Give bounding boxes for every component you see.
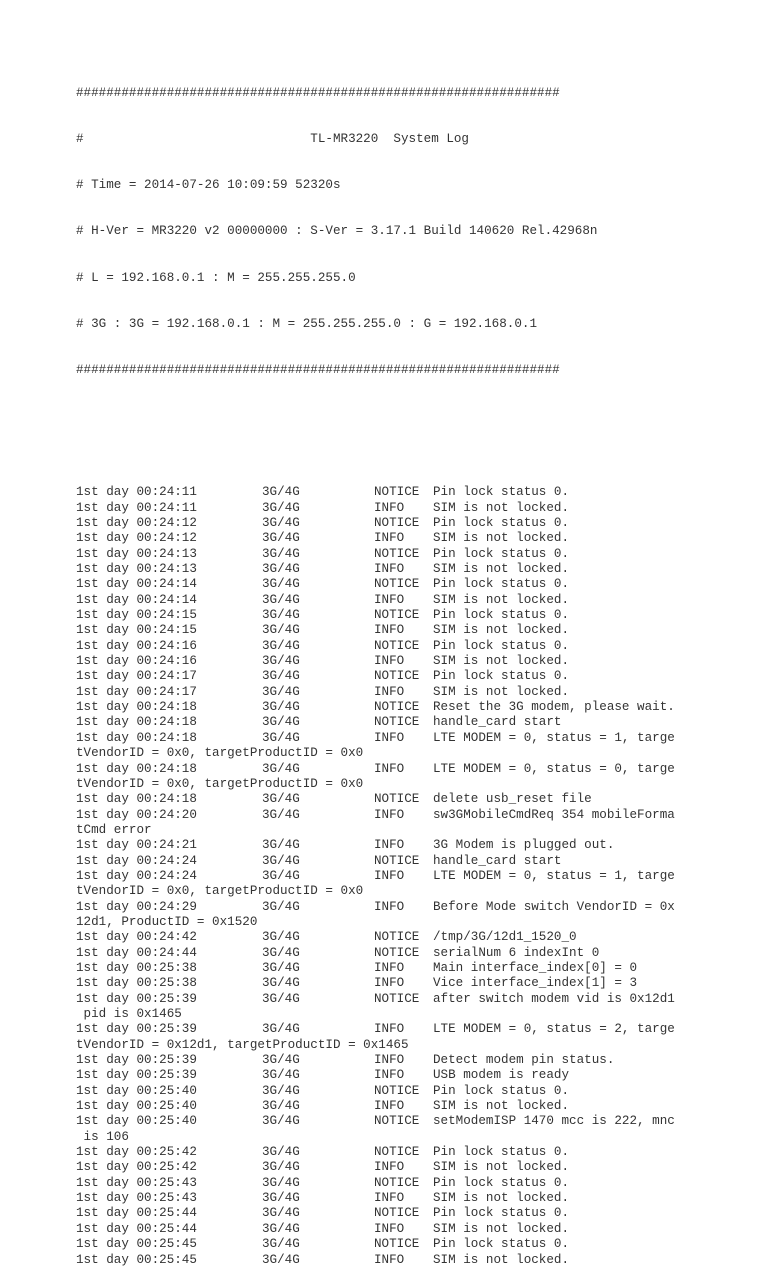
log-time: 1st day 00:25:42 — [76, 1145, 197, 1160]
log-time: 1st day 00:24:18 — [76, 761, 197, 776]
log-module: 3G/4G — [262, 700, 300, 715]
log-message: Pin lock status 0. — [433, 638, 570, 653]
log-level: INFO — [374, 899, 405, 914]
log-entry — [76, 1191, 696, 1206]
log-module: 3G/4G — [262, 654, 300, 669]
log-level: NOTICE — [374, 1145, 420, 1160]
log-level: INFO — [374, 761, 405, 776]
log-message: /tmp/3G/12d1_1520_0 — [433, 930, 577, 945]
log-level: INFO — [374, 868, 405, 883]
log-time: 1st day 00:24:17 — [76, 684, 197, 699]
log-level: NOTICE — [374, 1175, 420, 1190]
log-level: NOTICE — [374, 715, 420, 730]
log-module: 3G/4G — [262, 500, 300, 515]
log-level: NOTICE — [374, 1083, 420, 1098]
log-level: NOTICE — [374, 853, 420, 868]
log-level: NOTICE — [374, 608, 420, 623]
log-entry — [76, 869, 696, 884]
log-module: 3G/4G — [262, 1221, 300, 1236]
log-entry — [76, 547, 696, 562]
log-time: 1st day 00:24:14 — [76, 577, 197, 592]
log-message: Vice interface_index[1] = 3 — [433, 976, 638, 991]
log-module: 3G/4G — [262, 684, 300, 699]
log-message: serialNum 6 indexInt 0 — [433, 945, 600, 960]
header-line: # 3G : 3G = 192.168.0.1 : M = 255.255.255.0 : G = 192.168.0.1 — [76, 316, 538, 331]
log-message: handle_card start — [433, 853, 562, 868]
log-message: setModemISP 1470 mcc is 222, mnc — [433, 1114, 675, 1129]
log-message: 3G Modem is plugged out. — [433, 838, 615, 853]
log-message-continuation: tVendorID = 0x0, targetProductID = 0x0 — [76, 776, 364, 791]
log-time: 1st day 00:24:11 — [76, 500, 197, 515]
log-level: NOTICE — [374, 485, 420, 500]
log-entry — [76, 961, 696, 976]
header-line: # H-Ver = MR3220 v2 00000000 : S-Ver = 3.17.1 Build 140620 Rel.42968n — [76, 224, 598, 239]
log-entry — [76, 1068, 696, 1083]
log-message: sw3GMobileCmdReq 354 mobileForma — [433, 807, 675, 822]
log-time: 1st day 00:24:16 — [76, 654, 197, 669]
log-module: 3G/4G — [262, 1022, 300, 1037]
log-entry — [76, 1160, 696, 1175]
log-time: 1st day 00:24:15 — [76, 623, 197, 638]
log-message: Pin lock status 0. — [433, 669, 570, 684]
log-message: SIM is not locked. — [433, 623, 570, 638]
log-module: 3G/4G — [262, 991, 300, 1006]
log-entry — [76, 562, 696, 577]
log-message: SIM is not locked. — [433, 654, 570, 669]
log-level: NOTICE — [374, 1237, 420, 1252]
log-time: 1st day 00:24:29 — [76, 899, 197, 914]
log-module: 3G/4G — [262, 945, 300, 960]
log-entry — [76, 669, 696, 684]
log-level: INFO — [374, 838, 405, 853]
log-message: Reset the 3G modem, please wait. — [433, 700, 675, 715]
log-level: NOTICE — [374, 546, 420, 561]
log-level: NOTICE — [374, 1114, 420, 1129]
log-time: 1st day 00:24:13 — [76, 562, 197, 577]
log-message: SIM is not locked. — [433, 1191, 570, 1206]
log-message: LTE MODEM = 0, status = 2, targe — [433, 1022, 675, 1037]
log-module: 3G/4G — [262, 1160, 300, 1175]
log-module: 3G/4G — [262, 960, 300, 975]
log-entry — [76, 854, 696, 869]
log-message: Pin lock status 0. — [433, 516, 570, 530]
log-message-continuation: tVendorID = 0x0, targetProductID = 0x0 — [76, 884, 364, 899]
log-message: Before Mode switch VendorID = 0x — [433, 899, 675, 914]
log-level: NOTICE — [374, 700, 420, 715]
log-level: INFO — [374, 531, 405, 546]
log-message: USB modem is ready — [433, 1068, 570, 1083]
log-entry — [76, 1253, 696, 1268]
log-time: 1st day 00:25:39 — [76, 991, 197, 1006]
log-time: 1st day 00:24:18 — [76, 700, 197, 715]
system-log-document — [76, 25, 696, 1283]
log-time: 1st day 00:24:12 — [76, 531, 197, 546]
log-message: Detect modem pin status. — [433, 1053, 615, 1068]
log-message: SIM is not locked. — [433, 1252, 570, 1267]
log-module: 3G/4G — [262, 1252, 300, 1267]
log-entry — [76, 900, 696, 915]
log-entry — [76, 593, 696, 608]
log-module: 3G/4G — [262, 1053, 300, 1068]
log-module: 3G/4G — [262, 868, 300, 883]
log-entry — [76, 1099, 696, 1114]
log-time: 1st day 00:25:39 — [76, 1022, 197, 1037]
log-message: Pin lock status 0. — [433, 608, 570, 623]
log-time: 1st day 00:25:43 — [76, 1191, 197, 1206]
log-level: NOTICE — [374, 516, 420, 530]
log-entry — [76, 930, 696, 945]
log-message: Pin lock status 0. — [433, 485, 570, 500]
log-entry — [76, 731, 696, 746]
log-entry — [76, 1114, 696, 1129]
header-line: # L = 192.168.0.1 : M = 255.255.255.0 — [76, 270, 356, 285]
log-message: Main interface_index[0] = 0 — [433, 960, 638, 975]
log-module: 3G/4G — [262, 1099, 300, 1114]
log-level: NOTICE — [374, 930, 420, 945]
log-header — [76, 56, 696, 409]
log-module: 3G/4G — [262, 1237, 300, 1252]
log-module: 3G/4G — [262, 592, 300, 607]
log-message-continuation: tVendorID = 0x12d1, targetProductID = 0x1465 — [76, 1037, 409, 1052]
log-time: 1st day 00:24:44 — [76, 945, 197, 960]
log-time: 1st day 00:24:17 — [76, 669, 197, 684]
log-time: 1st day 00:24:13 — [76, 546, 197, 561]
log-module: 3G/4G — [262, 976, 300, 991]
log-entry — [76, 946, 696, 961]
log-module: 3G/4G — [262, 838, 300, 853]
log-module: 3G/4G — [262, 1191, 300, 1206]
log-entry — [76, 485, 696, 500]
log-time: 1st day 00:25:38 — [76, 960, 197, 975]
log-module: 3G/4G — [262, 1206, 300, 1221]
log-message: Pin lock status 0. — [433, 1145, 570, 1160]
log-message: Pin lock status 0. — [433, 1175, 570, 1190]
log-entry — [76, 700, 696, 715]
log-entry — [76, 992, 696, 1007]
header-line: ################################################################ — [76, 362, 560, 377]
log-message: SIM is not locked. — [433, 684, 570, 699]
log-entry — [76, 531, 696, 546]
log-message: SIM is not locked. — [433, 531, 570, 546]
log-module: 3G/4G — [262, 1175, 300, 1190]
log-message: Pin lock status 0. — [433, 1206, 570, 1221]
log-module: 3G/4G — [262, 715, 300, 730]
log-module: 3G/4G — [262, 1068, 300, 1083]
log-time: 1st day 00:24:21 — [76, 838, 197, 853]
log-message: Pin lock status 0. — [433, 546, 570, 561]
log-time: 1st day 00:24:42 — [76, 930, 197, 945]
log-module: 3G/4G — [262, 853, 300, 868]
log-time: 1st day 00:25:39 — [76, 1053, 197, 1068]
header-line: # Time = 2014-07-26 10:09:59 52320s — [76, 178, 341, 193]
log-level: INFO — [374, 960, 405, 975]
log-entry — [76, 1237, 696, 1252]
log-entry — [76, 792, 696, 807]
log-level: INFO — [374, 807, 405, 822]
log-module: 3G/4G — [262, 1145, 300, 1160]
log-module: 3G/4G — [262, 1083, 300, 1098]
log-message-continuation: 12d1, ProductID = 0x1520 — [76, 914, 258, 929]
log-module: 3G/4G — [262, 516, 300, 530]
log-level: INFO — [374, 1068, 405, 1083]
log-entry — [76, 1222, 696, 1237]
log-module: 3G/4G — [262, 531, 300, 546]
log-level: INFO — [374, 623, 405, 638]
log-level: NOTICE — [374, 945, 420, 960]
log-time: 1st day 00:25:40 — [76, 1083, 197, 1098]
log-level: INFO — [374, 562, 405, 577]
log-level: INFO — [374, 500, 405, 515]
log-module: 3G/4G — [262, 899, 300, 914]
log-message: SIM is not locked. — [433, 1099, 570, 1114]
log-message: LTE MODEM = 0, status = 1, targe — [433, 730, 675, 745]
log-module: 3G/4G — [262, 669, 300, 684]
log-entry — [76, 976, 696, 991]
log-time: 1st day 00:25:44 — [76, 1221, 197, 1236]
log-message: Pin lock status 0. — [433, 577, 570, 592]
log-entry — [76, 623, 696, 638]
log-level: INFO — [374, 1191, 405, 1206]
log-module: 3G/4G — [262, 930, 300, 945]
log-level: INFO — [374, 1022, 405, 1037]
log-level: INFO — [374, 1252, 405, 1267]
log-entry — [76, 808, 696, 823]
log-entry — [76, 1206, 696, 1221]
log-entry — [76, 608, 696, 623]
log-entry — [76, 838, 696, 853]
log-level: INFO — [374, 654, 405, 669]
log-level: NOTICE — [374, 792, 420, 807]
log-message: delete usb_reset file — [433, 792, 592, 807]
blank-line — [76, 439, 696, 454]
log-message: Pin lock status 0. — [433, 1083, 570, 1098]
log-message: LTE MODEM = 0, status = 1, targe — [433, 868, 675, 883]
log-level: INFO — [374, 1099, 405, 1114]
log-level: INFO — [374, 684, 405, 699]
log-time: 1st day 00:25:40 — [76, 1099, 197, 1114]
log-entry — [76, 715, 696, 730]
log-level: INFO — [374, 730, 405, 745]
log-level: INFO — [374, 1221, 405, 1236]
log-time: 1st day 00:25:44 — [76, 1206, 197, 1221]
log-level: NOTICE — [374, 638, 420, 653]
log-entry — [76, 1145, 696, 1160]
log-module: 3G/4G — [262, 485, 300, 500]
log-time: 1st day 00:24:24 — [76, 853, 197, 868]
log-entry — [76, 1084, 696, 1099]
log-message: SIM is not locked. — [433, 1221, 570, 1236]
log-entry — [76, 685, 696, 700]
log-time: 1st day 00:24:14 — [76, 592, 197, 607]
log-message: LTE MODEM = 0, status = 0, targe — [433, 761, 675, 776]
log-message-continuation: is 106 — [76, 1129, 129, 1144]
log-level: NOTICE — [374, 577, 420, 592]
log-entry — [76, 1053, 696, 1068]
log-module: 3G/4G — [262, 1114, 300, 1129]
log-module: 3G/4G — [262, 562, 300, 577]
log-level: NOTICE — [374, 991, 420, 1006]
log-module: 3G/4G — [262, 807, 300, 822]
log-module: 3G/4G — [262, 608, 300, 623]
log-time: 1st day 00:24:18 — [76, 792, 197, 807]
log-time: 1st day 00:24:20 — [76, 807, 197, 822]
log-message: SIM is not locked. — [433, 500, 570, 515]
log-message-continuation: tVendorID = 0x0, targetProductID = 0x0 — [76, 746, 364, 761]
header-line: ################################################################ — [76, 86, 560, 101]
log-message-continuation: tCmd error — [76, 822, 152, 837]
log-message: handle_card start — [433, 715, 562, 730]
log-level: INFO — [374, 592, 405, 607]
log-entry — [76, 516, 696, 531]
log-entry — [76, 639, 696, 654]
log-entry — [76, 501, 696, 516]
log-level: NOTICE — [374, 669, 420, 684]
log-entry — [76, 762, 696, 777]
log-time: 1st day 00:25:43 — [76, 1175, 197, 1190]
log-level: INFO — [374, 976, 405, 991]
log-message-continuation: pid is 0x1465 — [76, 1007, 182, 1021]
log-time: 1st day 00:24:15 — [76, 608, 197, 623]
log-level: NOTICE — [374, 1206, 420, 1221]
log-time: 1st day 00:25:42 — [76, 1160, 197, 1175]
log-module: 3G/4G — [262, 792, 300, 807]
log-module: 3G/4G — [262, 623, 300, 638]
log-level: INFO — [374, 1053, 405, 1068]
log-time: 1st day 00:25:40 — [76, 1114, 197, 1129]
log-entry — [76, 654, 696, 669]
log-message: SIM is not locked. — [433, 562, 570, 577]
log-message: SIM is not locked. — [433, 1160, 570, 1175]
log-module: 3G/4G — [262, 761, 300, 776]
log-entry — [76, 1022, 696, 1037]
log-entries — [76, 485, 696, 1268]
header-line: # TL-MR3220 System Log — [76, 132, 469, 147]
log-time: 1st day 00:24:24 — [76, 868, 197, 883]
log-module: 3G/4G — [262, 638, 300, 653]
log-time: 1st day 00:24:16 — [76, 638, 197, 653]
log-entry — [76, 1176, 696, 1191]
log-time: 1st day 00:24:18 — [76, 730, 197, 745]
log-module: 3G/4G — [262, 546, 300, 561]
log-level: INFO — [374, 1160, 405, 1175]
log-time: 1st day 00:25:39 — [76, 1068, 197, 1083]
log-message: after switch modem vid is 0x12d1 — [433, 991, 675, 1006]
log-entry — [76, 577, 696, 592]
log-time: 1st day 00:24:11 — [76, 485, 197, 500]
log-time: 1st day 00:25:45 — [76, 1237, 197, 1252]
log-time: 1st day 00:25:45 — [76, 1252, 197, 1267]
log-time: 1st day 00:25:38 — [76, 976, 197, 991]
log-time: 1st day 00:24:18 — [76, 715, 197, 730]
log-module: 3G/4G — [262, 730, 300, 745]
log-module: 3G/4G — [262, 577, 300, 592]
log-message: SIM is not locked. — [433, 592, 570, 607]
log-time: 1st day 00:24:12 — [76, 516, 197, 530]
log-message: Pin lock status 0. — [433, 1237, 570, 1252]
